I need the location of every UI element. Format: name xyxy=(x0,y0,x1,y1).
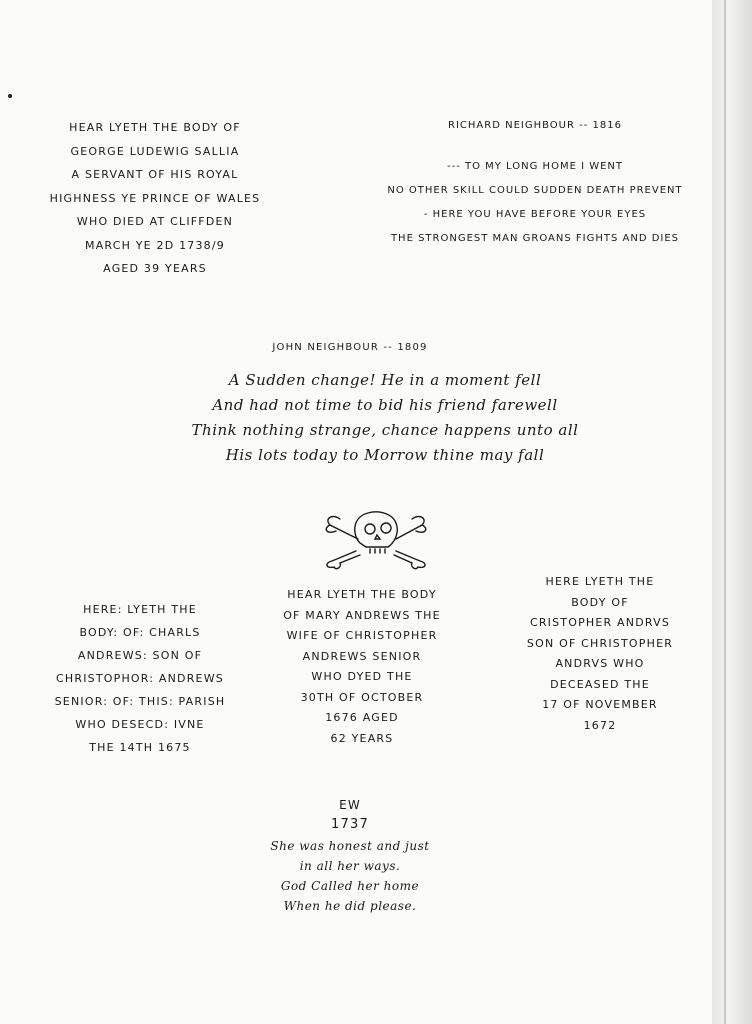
inscription-title: JOHN NEIGHBOUR -- 1809 xyxy=(272,342,428,353)
inscription-line: 30TH OF OCTOBER xyxy=(300,690,424,704)
ink-dot xyxy=(8,94,12,98)
inscription-ew-verse xyxy=(220,836,480,916)
inscription-george-sallia xyxy=(40,116,270,281)
inscription-line: 1672 xyxy=(583,718,617,732)
inscription-line: AGED 39 YEARS xyxy=(103,262,207,275)
inscription-year: 1737 xyxy=(331,817,369,832)
inscription-line: WHO DIED AT CLIFFDEN xyxy=(76,215,234,228)
inscription-line: - HERE YOU HAVE BEFORE YOUR EYES xyxy=(423,209,647,220)
page-gutter xyxy=(712,0,752,1024)
inscription-line: THE 14TH 1675 xyxy=(89,741,191,754)
inscription-line: BODY OF xyxy=(571,595,629,609)
inscription-richard-neighbour xyxy=(360,120,710,251)
inscription-line: ANDREWS SENIOR xyxy=(302,649,422,663)
inscription-line: --- TO MY LONG HOME I WENT xyxy=(446,161,623,172)
inscription-line: HERE LYETH THE xyxy=(545,575,655,588)
inscription-cristopher-andrvs xyxy=(500,572,700,736)
inscription-line: WIFE OF CHRISTOPHER xyxy=(286,629,438,642)
verse-line: A Sudden change! He in a moment fell xyxy=(228,371,542,389)
inscription-line: DECEASED THE xyxy=(550,677,650,691)
inscription-line: HERE: LYETH THE xyxy=(83,603,197,616)
inscription-line: HEAR LYETH THE BODY xyxy=(287,588,437,601)
inscription-line: WHO DYED THE xyxy=(311,670,413,683)
inscription-line: WHO DESECD: IVNE xyxy=(75,718,205,731)
inscription-line: 1676 AGED xyxy=(325,711,399,724)
skull-crossbones-icon xyxy=(312,505,442,571)
inscription-mary-andrews xyxy=(262,585,462,749)
verse-line: God Called her home xyxy=(280,879,420,893)
inscription-line: SENIOR: OF: THIS: PARISH xyxy=(54,695,226,708)
inscription-line: HEAR LYETH THE BODY OF xyxy=(69,121,241,134)
inscription-line: NO OTHER SKILL COULD SUDDEN DEATH PREVENT xyxy=(387,185,683,196)
inscription-line: ANDRVS WHO xyxy=(555,657,645,670)
inscription-line: BODY: OF: CHARLS xyxy=(79,626,201,639)
gutter-edge xyxy=(724,0,726,1024)
inscription-line: 17 OF NOVEMBER xyxy=(542,698,658,711)
inscription-line: OF MARY ANDREWS THE xyxy=(283,608,441,622)
inscription-line: HIGHNESS YE PRINCE OF WALES xyxy=(49,191,261,205)
inscription-line: ANDREWS: SON OF xyxy=(77,649,203,662)
inscription-line: MARCH YE 2D 1738/9 xyxy=(85,238,225,252)
inscription-initials: EW xyxy=(339,798,361,812)
inscription-title: RICHARD NEIGHBOUR -- 1816 xyxy=(448,120,622,131)
verse-line: His lots today to Morrow thine may fall xyxy=(225,446,545,464)
verse-line: Think nothing strange, chance happens unto all xyxy=(191,421,579,439)
inscription-line: CHRISTOPHOR: ANDREWS xyxy=(56,672,224,685)
inscription-line: GEORGE LUDEWIG SALLIA xyxy=(70,144,240,158)
verse-line: When he did please. xyxy=(283,899,417,913)
verse-line: in all her ways. xyxy=(299,859,401,873)
inscription-john-neighbour-title xyxy=(230,342,470,353)
inscription-line: A SERVANT OF HIS ROYAL xyxy=(71,168,239,181)
inscription-line: 62 YEARS xyxy=(330,731,394,745)
inscription-ew xyxy=(230,796,470,834)
inscription-line: CRISTOPHER ANDRVS xyxy=(529,616,671,629)
verse-line: She was honest and just xyxy=(270,839,430,853)
inscription-charls-andrews xyxy=(40,598,240,759)
inscription-line: SON OF CHRISTOPHER xyxy=(526,636,674,650)
verse-line: And had not time to bid his friend farewell xyxy=(212,396,558,414)
inscription-john-neighbour-verse xyxy=(150,368,620,468)
inscription-line: THE STRONGEST MAN GROANS FIGHTS AND DIES xyxy=(390,233,680,244)
